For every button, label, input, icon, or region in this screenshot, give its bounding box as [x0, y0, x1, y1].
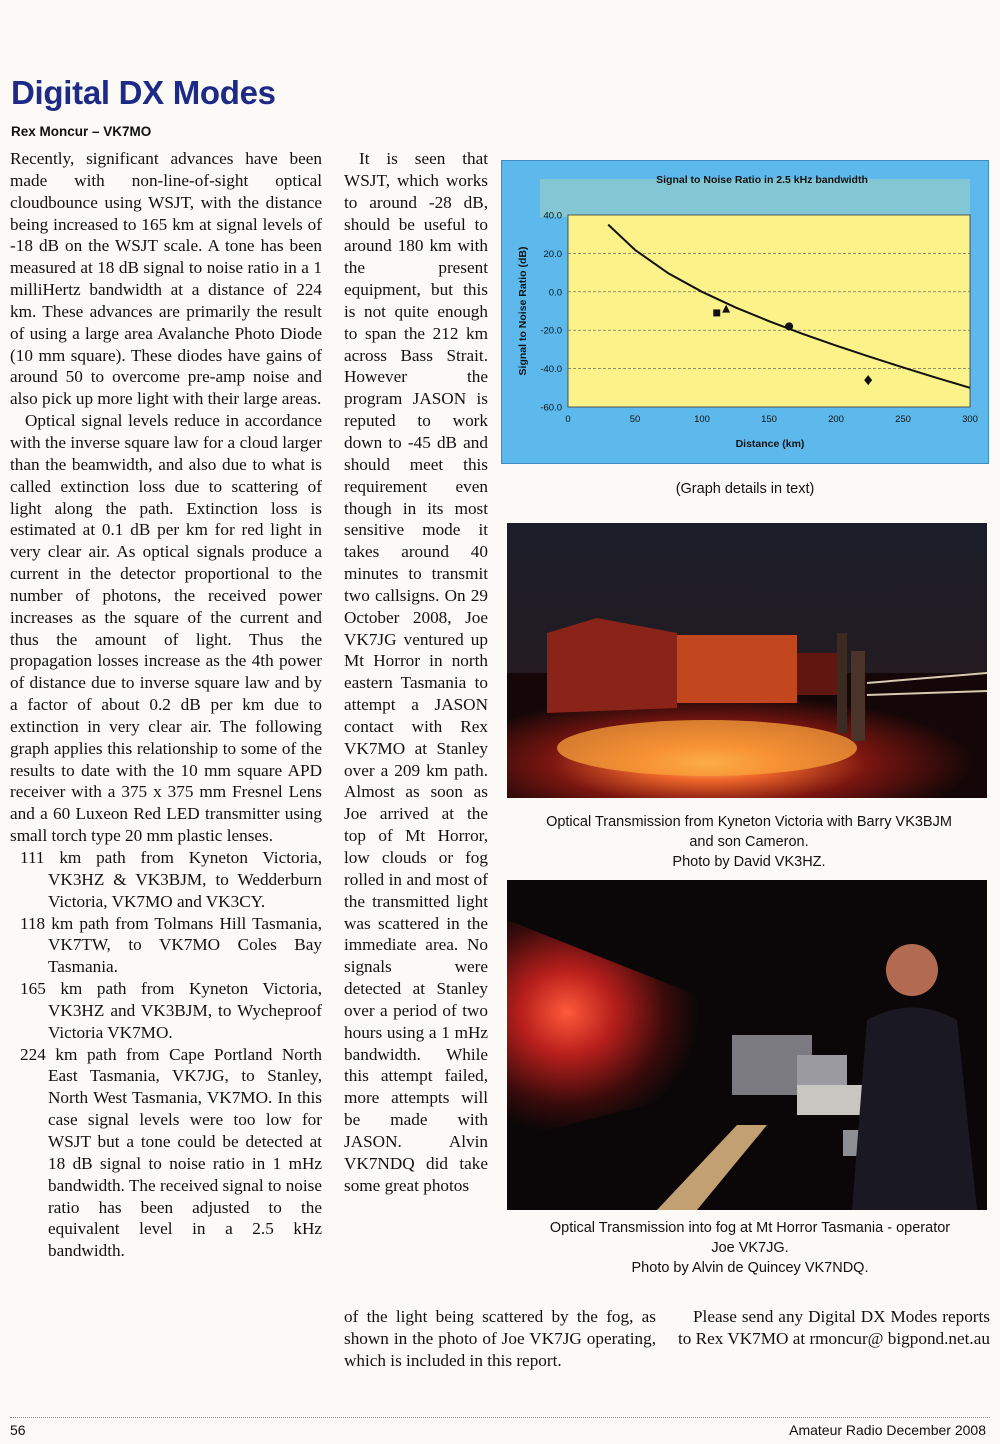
- path-list-item: 165 km path from Kyneton Victoria, VK3HZ and VK3BJM, to Wycheproof Victoria VK7MO.: [20, 979, 322, 1042]
- x-tick-label: 150: [761, 414, 777, 425]
- data-point-circle: [785, 322, 793, 330]
- paragraph: Optical signal levels reduce in accordance with the inverse square law for a cloud larger than the beamwidth, and also due to what is called extinction loss due to scattering of light along the path. Extinction loss is estimated at 0.1 dB per km for red light in very clear air. As optical signals produce a current in the detector proportional to the number of photons, the received power increases as the square of the current and thus the amount of light. Thus the propagation losses increase as the 4th power of distance due to inverse square law and by a factor of about 0.2 dB per km due to extinction in very clear air. The following graph applies this relationship to some of the results to date with the 10 mm square APD receiver with a 375 x 375 mm Fresnel Lens and a 60 Luxeon Red LED transmitter using small torch type 20 mm plastic lenses.: [10, 411, 322, 846]
- caption-line: Joe VK7JG.: [711, 1240, 789, 1256]
- x-tick-label: 250: [895, 414, 911, 425]
- paragraph: Please send any Digital DX Modes reports to Rex VK7MO at rmoncur@ bigpond.net.au: [678, 1307, 990, 1348]
- chart-title: Signal to Noise Ratio in 2.5 kHz bandwidth: [656, 174, 868, 186]
- x-tick-label: 50: [629, 414, 641, 425]
- x-tick-label: 300: [962, 414, 978, 425]
- y-axis-label: Signal to Noise Ratio (dB): [517, 246, 529, 376]
- figure-caption: (Graph details in text): [675, 481, 815, 497]
- x-tick-label: 100: [694, 414, 710, 425]
- article-column-3: [678, 1306, 990, 1350]
- x-tick-label: 200: [828, 414, 844, 425]
- byline: Rex Moncur – VK7MO: [11, 124, 152, 139]
- paragraph: It is seen that WSJT, which works to around -28 dB, should be useful to around 180 km with the present equipment, but this is not quite enough to span the 212 km across Bass Strait. However the program JASON is reputed to work down to -45 dB and should meet this requirement even though in its most sensitive mode it takes around 40 minutes to transmit two callsigns. On 29 October 2008, Joe VK7JG ventured up Mt Horror in north eastern Tasmania to attempt a JASON contact with Rex VK7MO at Stanley over a 209 km path. Almost as soon as Joe arrived at the top of Mt Horror, low clouds or fog rolled in and most of the transmitted light was scattered in the immediate area. No signals were detected at Stanley over a period of two hours using a 1 mHz bandwidth. While this attempt failed, more attempts will be made with JASON. Alvin VK7NDQ did take some great photos: [344, 149, 488, 1195]
- page-number: 56: [10, 1422, 26, 1438]
- article-title: Digital DX Modes: [11, 74, 276, 111]
- paragraph: Recently, significant advances have been made with non-line-of-sight optical cloudbounce using WSJT, with the distance being increased to 165 km at signal levels of -18 dB on the WSJT scale. A tone has been measured at 18 dB signal to noise ratio in a 1 milliHertz bandwidth at a distance of 224 km. These advances are primarily the result of using a large area Avalanche Photo Diode (10 mm square). These diodes have gains of around 50 to overcome pre-amp noise and also pick up more light with their large areas.: [10, 149, 322, 409]
- y-tick-label: 20.0: [543, 248, 562, 260]
- data-point-square: [713, 309, 720, 316]
- photo-mt-horror: [507, 880, 987, 1210]
- path-list-item: 224 km path from Cape Portland North East Tasmania, VK7JG, to Stanley, North West Tasmania, VK7MO. In this case signal levels were too low for WSJT but a tone could be detected at 18 dB signal to noise ratio in 1 mHz bandwidth. The received signal to noise ratio has been adjusted to the equivalent level in a 2.5 kHz bandwidth.: [20, 1044, 322, 1261]
- caption-line: Optical Transmission into fog at Mt Horror Tasmania - operator: [549, 1220, 951, 1236]
- x-axis-label: Distance (km): [735, 438, 805, 450]
- path-list-item: 118 km path from Tolmans Hill Tasmania, VK7TW, to VK7MO Coles Bay Tasmania.: [20, 913, 322, 977]
- article-column-2: [344, 148, 488, 1197]
- footer-rule: [10, 1417, 990, 1418]
- caption-line: Photo by Alvin de Quincey VK7NDQ.: [631, 1260, 869, 1276]
- article-column-2-continued: [344, 1306, 656, 1372]
- path-list-item: 111 km path from Kyneton Victoria, VK3HZ & VK3BJM, to Wedderburn Victoria, VK7MO and VK3CY.: [20, 848, 322, 911]
- caption-line: Photo by David VK3HZ.: [672, 854, 826, 870]
- magazine-issue: Amateur Radio December 2008: [789, 1422, 986, 1438]
- x-tick-label: 0: [565, 414, 571, 425]
- photo-caption-2: [507, 1218, 993, 1278]
- paragraph: of the light being scattered by the fog, as shown in the photo of Joe VK7JG operating, which is included in this report.: [344, 1307, 656, 1370]
- photo-caption-1: [507, 812, 991, 872]
- photo-kyneton: [507, 523, 987, 798]
- article-column-1: [10, 148, 322, 1262]
- y-tick-label: -60.0: [540, 402, 562, 414]
- y-tick-label: -40.0: [540, 364, 562, 376]
- y-tick-label: 0.0: [548, 287, 562, 299]
- y-tick-label: 40.0: [543, 210, 562, 222]
- snr-chart: [502, 161, 988, 463]
- chart-figure: [501, 160, 989, 464]
- caption-line: and son Cameron.: [689, 834, 809, 850]
- caption-line: Optical Transmission from Kyneton Victoria with Barry VK3BJM: [546, 814, 952, 830]
- y-tick-label: -20.0: [540, 325, 562, 337]
